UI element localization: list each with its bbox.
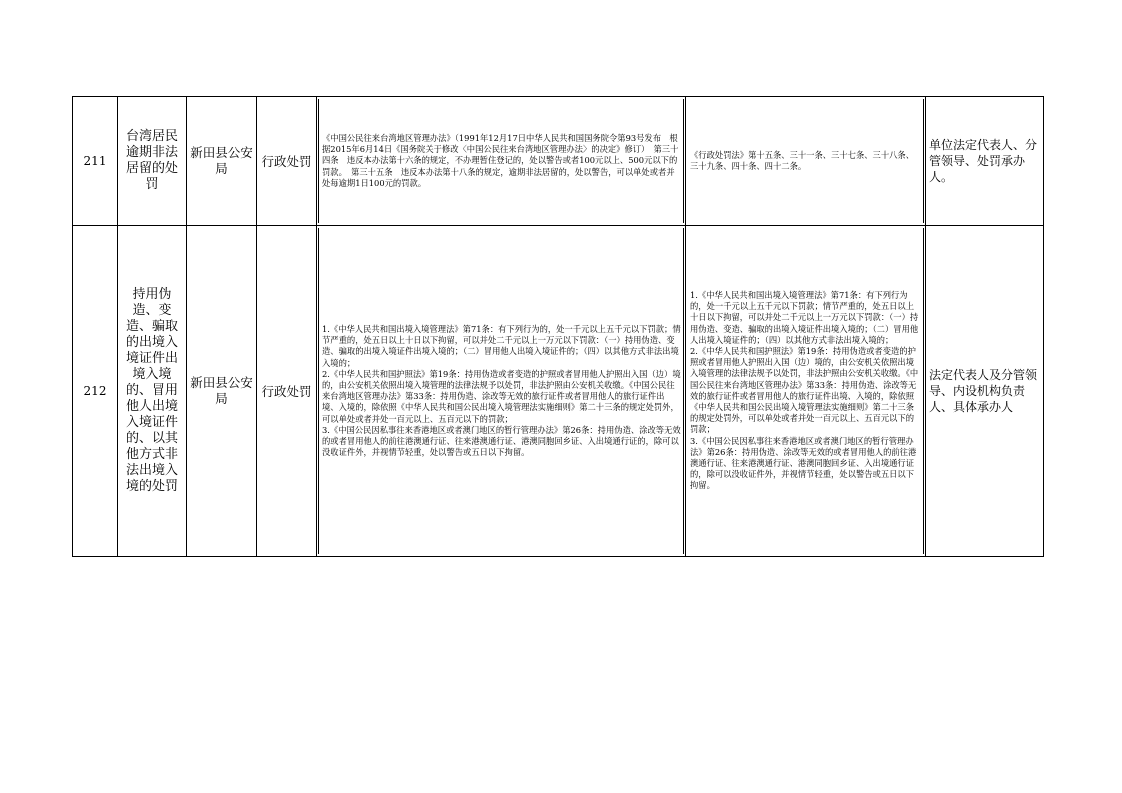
table-row xyxy=(73,97,1044,226)
legal-basis-cell xyxy=(317,97,686,226)
row-number: 211 xyxy=(73,97,118,226)
row-number: 212 xyxy=(73,226,118,557)
legal-basis-frame xyxy=(318,99,684,223)
responsible-party: 单位法定代表人、分管领导、处罚承办人。 xyxy=(926,97,1044,226)
implementing-agency: 新田县公安局 xyxy=(187,97,257,226)
powers-table xyxy=(72,96,1044,557)
penalty-basis-frame xyxy=(687,228,924,554)
legal-basis-cell xyxy=(317,226,686,557)
legal-basis-frame xyxy=(318,228,684,554)
penalty-basis-text: 1.《中华人民共和国出境入境管理法》第71条：有下列行为的，处一千元以上五千元以下罚款；情节严重的，处五日以上十日以下拘留，可以并处二千元以上一万元以下罚款：（一）持用伪造、变造、骗取的出境入境证件出境入境的；（二）冒用他人出境入境证件的；（四）以其他方式非法出境入境的； 2.《中华人民共和国护照法》第19条：持用伪造或者变造的护照或者冒用他人护照出入国（边）境的，由公安机关依照出境入境管理的法律法规予以处罚，非法护照由公安机关收缴。《中国公民往来台湾地区管理办法》第33条：持用伪造、涂改等无效的旅行证件或者冒用他人的旅行证件出境、入境的，除依照《中华人民共和国公民出境入境管理法实施细则》第二十三条的规定处罚外，可以单处或者并处一百元以上、五百元以下的罚款； 3.《中国公民因私事往来香港地区或者澳门地区的暂行管理办法》第26条：持用伪造、涂改等无效的或者冒用他人的前往港澳通行证、往来港澳通行证、港澳同胞回乡证、入出境通行证的，除可以没收证件外，并视情节轻重，处以警告或五日以下拘留。 xyxy=(690,290,919,491)
implementing-agency: 新田县公安局 xyxy=(187,226,257,557)
item-name: 持用伪造、变造、骗取的出境入境证件出境入境的、冒用他人出境入境证件的、以其他方式非法出境入境的处罚 xyxy=(118,226,187,557)
item-name: 台湾居民逾期非法居留的处罚 xyxy=(118,97,187,226)
penalty-basis-frame xyxy=(687,99,924,223)
table-row xyxy=(73,226,1044,557)
legal-basis-text: 1.《中华人民共和国出境入境管理法》第71条：有下列行为的，处一千元以上五千元以下罚款；情节严重的，处五日以上十日以下拘留，可以并处二千元以上一万元以下罚款：（一）持用伪造、变造、骗取的出境入境证件出境入境的；（二）冒用他人出境入境证件的；（四）以其他方式非法出境入境的； 2.《中华人民共和国护照法》第19条：持用伪造或者变造的护照或者冒用他人护照出入国（边）境的，由公安机关依照出境入境管理的法律法规予以处罚，非法护照由公安机关收缴。《中国公民往来台湾地区管理办法》第33条：持用伪造、涂改等无效的旅行证件或者冒用他人的旅行证件出境、入境的，除依照《中华人民共和国公民出境入境管理法实施细则》第二十三条的规定处罚外，可以单处或者并处一百元以上、五百元以下的罚款； 3.《中国公民因私事往来香港地区或者澳门地区的暂行管理办法》第26条：持用伪造、涂改等无效的或者冒用他人的前往港澳通行证、往来港澳通行证、港澳同胞回乡证、入出境通行证的，除可以没收证件外，并视情节轻重，处以警告或五日以下拘留。 xyxy=(322,323,681,458)
penalty-basis-cell xyxy=(686,226,926,557)
power-type: 行政处罚 xyxy=(257,226,317,557)
penalty-basis-cell xyxy=(686,97,926,226)
penalty-basis-text: 《行政处罚法》第十五条、三十一条、三十七条、三十八条、三十九条、四十条、四十二条。 xyxy=(690,149,915,171)
legal-basis-text: 《中国公民往来台湾地区管理办法》（1991年12月17日中华人民共和国国务院令第93号发布 根据2015年6月14日《国务院关于修改〈中国公民往来台湾地区管理办法〉的决定》修订） 第三十四条 违反本办法第十六条的规定，不办理暂住登记的，处以警告或者100元以上、500元以下的罚款。 第三十五条 违反本办法第十八条的规定，逾期非法居留的，处以警告，可以单处或者并处每逾期1日100元的罚款。 xyxy=(322,132,679,188)
power-type: 行政处罚 xyxy=(257,97,317,226)
responsible-party: 法定代表人及分管领导、内设机构负责人、具体承办人 xyxy=(926,226,1044,557)
